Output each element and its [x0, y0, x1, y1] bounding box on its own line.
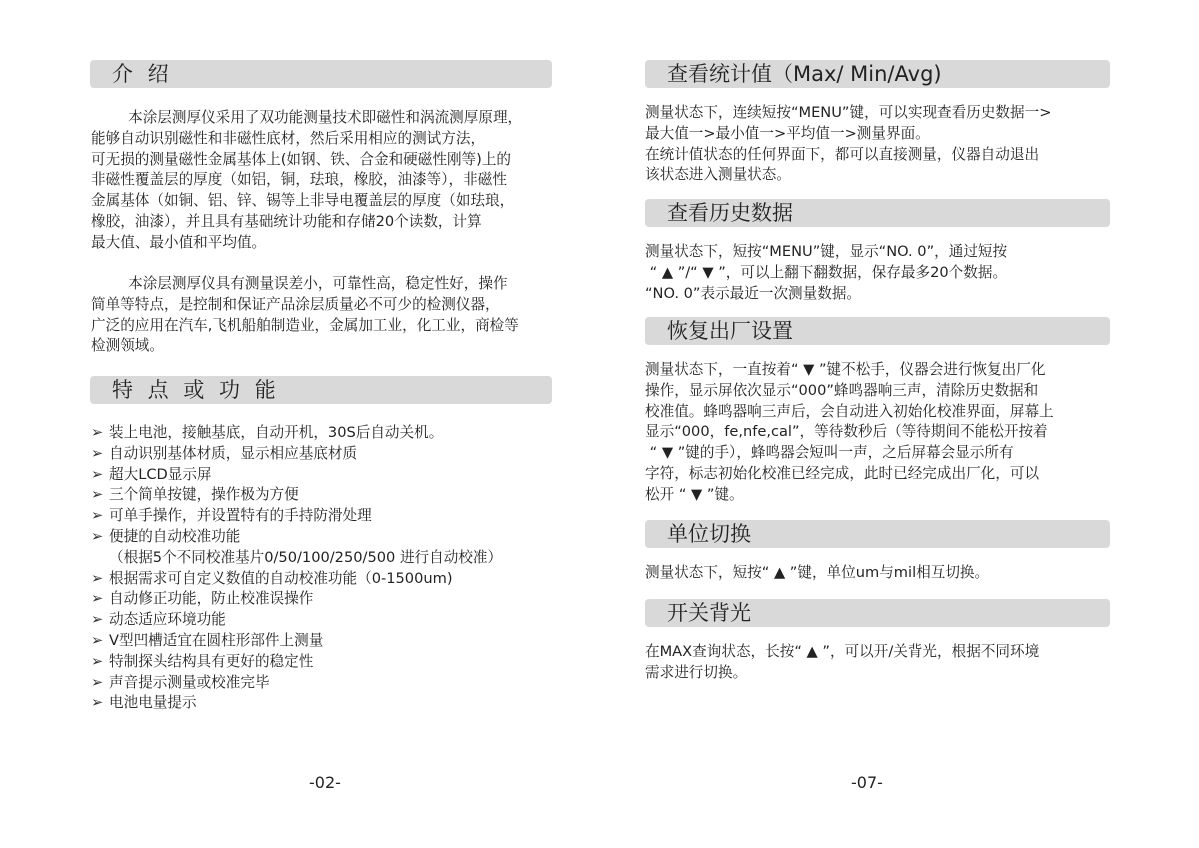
text-line: 非磁性覆盖层的厚度（如铝，铜，珐琅，橡胶，油漆等），非磁性	[91, 171, 507, 189]
feature-text: 可单手操作，并设置特有的手持防滑处理	[109, 507, 372, 525]
arrow-bullet-icon: ➢	[91, 652, 104, 670]
feature-item	[91, 569, 502, 590]
intro-paragraph-1	[91, 108, 522, 254]
text-line: 能够自动识别磁性和非磁性底材，然后采用相应的测试方法，	[91, 129, 486, 147]
arrow-bullet-icon: ➢	[91, 486, 104, 504]
feature-text: 特制探头结构具有更好的稳定性	[109, 652, 314, 670]
text-line: 橡胶，油漆），并且具有基础统计功能和存储20个读数，计算	[91, 212, 482, 230]
text-line: “ ▲ ”/“ ▼ ”，可以上翻下翻数据，保存最多20个数据。	[645, 263, 1008, 281]
feature-item	[91, 444, 502, 465]
features-list	[91, 423, 502, 714]
arrow-bullet-icon: ➢	[91, 694, 104, 712]
text-line: 检测领域。	[91, 337, 164, 355]
section-body	[645, 642, 1039, 684]
feature-item	[91, 610, 502, 631]
feature-text: 便捷的自动校准功能	[109, 527, 241, 545]
page-number-right: -07-	[851, 773, 883, 792]
arrow-bullet-icon: ➢	[91, 631, 104, 649]
text-line: 金属基体（如铜、铝、锌、锡等上非导电覆盖层的厚度（如珐琅，	[91, 192, 515, 210]
intro-paragraph-2	[91, 274, 519, 357]
text-line: 本涂层测厚仪具有测量误差小，可靠性高，稳定性好，操作	[91, 275, 508, 292]
arrow-bullet-icon: ➢	[91, 590, 104, 608]
text-line: 本涂层测厚仪采用了双功能测量技术即磁性和涡流测厚原理，	[91, 109, 523, 126]
feature-text: 声音提示测量或校准完毕	[109, 673, 270, 691]
section-heading: 查看历史数据	[645, 199, 1110, 227]
text-line: 校准值。蜂鸣器响三声后，会自动进入初始化校准界面，屏幕上	[645, 402, 1054, 420]
section-body	[645, 103, 1051, 186]
feature-text: V型凹槽适宜在圆柱形部件上测量	[109, 631, 324, 649]
text-line: 最大值、最小值和平均值。	[91, 233, 267, 251]
section-body	[645, 360, 1054, 506]
arrow-bullet-icon: ➢	[91, 465, 104, 483]
text-line: 操作，显示屏依次显示“000”蜂鸣器响三声，清除历史数据和	[645, 381, 1039, 399]
text-line: 在统计值状态的任何界面下，都可以直接测量，仪器自动退出	[645, 145, 1040, 163]
feature-text: 动态适应环境功能	[109, 611, 226, 629]
section-heading: 单位切换	[645, 520, 1110, 548]
text-line: 显示“000，fe,nfe,cal”，等待数秒后（等待期间不能松开按着	[645, 423, 1048, 441]
text-line: 该状态进入测量状态。	[645, 166, 791, 184]
feature-item	[91, 485, 502, 506]
feature-item	[91, 693, 502, 714]
text-line: 测量状态下，一直按着“ ▼ ”键不松手，仪器会进行恢复出厂化	[645, 361, 1046, 378]
arrow-bullet-icon: ➢	[91, 424, 104, 441]
text-line: 松开 “ ▼ ”键。	[645, 485, 744, 503]
text-line: 测量状态下，短按“ ▲ ”键，单位um与mil相互切换。	[645, 564, 990, 581]
section-heading: 恢复出厂设置	[645, 317, 1110, 345]
feature-text: 根据需求可自定义数值的自动校准功能（0-1500um)	[109, 569, 453, 587]
feature-item	[91, 465, 502, 486]
page-number-left: -02-	[309, 773, 341, 792]
text-line: 最大值一>最小值一>平均值一>测量界面。	[645, 124, 930, 142]
feature-item	[91, 673, 502, 694]
feature-text: 电池电量提示	[109, 694, 197, 712]
feature-item	[91, 527, 502, 548]
arrow-bullet-icon: ➢	[91, 444, 104, 462]
feature-text: 自动修正功能，防止校准误操作	[109, 590, 314, 608]
arrow-bullet-icon: ➢	[91, 507, 104, 525]
text-line: 需求进行切换。	[645, 663, 748, 681]
feature-text: 超大LCD显示屏	[109, 465, 212, 483]
section-heading-intro: 介 绍	[90, 60, 552, 88]
arrow-bullet-icon: ➢	[91, 673, 104, 691]
feature-item	[91, 506, 502, 527]
section-body	[645, 242, 1007, 304]
feature-item	[91, 423, 502, 444]
text-line: 测量状态下，连续短按“MENU”键，可以实现查看历史数据一>	[645, 104, 1052, 121]
section-body	[645, 563, 989, 584]
text-line: “ ▼ ”键的手），蜂鸣器会短叫一声，之后屏幕会显示所有	[645, 444, 1014, 462]
text-line: 广泛的应用在汽车,飞机船舶制造业，金属加工业，化工业，商检等	[91, 316, 519, 334]
feature-text: 自动识别基体材质，显示相应基底材质	[109, 444, 358, 462]
text-line: 在MAX查询状态，长按“ ▲ ”，可以开/关背光，根据不同环境	[645, 643, 1040, 660]
feature-item	[91, 631, 502, 652]
arrow-bullet-icon: ➢	[91, 569, 104, 587]
section-heading: 查看统计值（Max/ Min/Avg)	[645, 60, 1110, 88]
text-line: 字符，标志初始化校准已经完成，此时已经完成出厂化，可以	[645, 464, 1040, 482]
text-line: “NO. 0”表示最近一次测量数据。	[645, 284, 862, 302]
feature-text: 三个简单按键，操作极为方便	[109, 486, 299, 504]
text-line: 简单等特点，是控制和保证产品涂层质量必不可少的检测仪器，	[91, 295, 500, 313]
section-heading: 开关背光	[645, 599, 1110, 627]
feature-text: 装上电池，接触基底，自动开机，30S后自动关机。	[109, 424, 444, 441]
feature-subnote: （根据5个不同校准基片0/50/100/250/500 进行自动校准）	[109, 548, 503, 566]
text-line: 可无损的测量磁性金属基体上(如钢、铁、合金和硬磁性刚等)上的	[91, 150, 512, 168]
feature-item	[91, 652, 502, 673]
feature-item	[91, 589, 502, 610]
section-heading-features: 特 点 或 功 能	[90, 376, 552, 404]
text-line: 测量状态下，短按“MENU”键，显示“NO. 0”，通过短按	[645, 243, 1008, 260]
arrow-bullet-icon: ➢	[91, 527, 104, 545]
arrow-bullet-icon: ➢	[91, 611, 104, 629]
